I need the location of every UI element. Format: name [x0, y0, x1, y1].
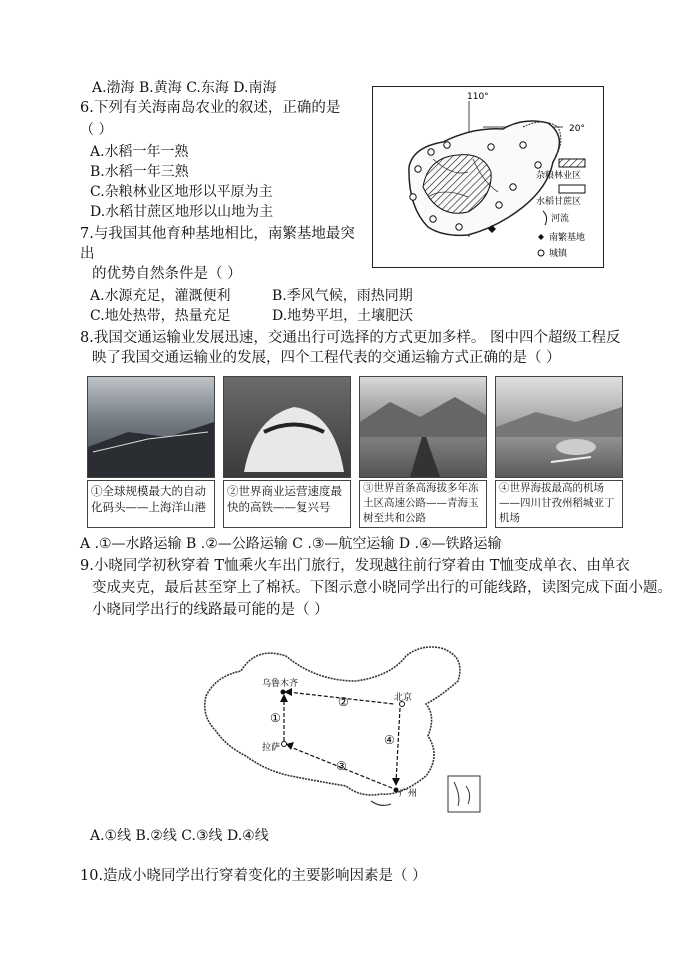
route-2-label: ②: [338, 695, 349, 709]
legend-zaliang: 杂粮林业区: [536, 171, 582, 181]
legend-river: 河流: [551, 214, 570, 224]
q7-stem-3: 的优势自然条件是（ ）: [92, 266, 242, 282]
photo-daocheng-airport: [495, 376, 623, 478]
city-urumqi: 乌鲁木齐: [262, 679, 299, 689]
photo-qinghai-highway: [359, 376, 487, 478]
route-1-label: ①: [270, 711, 281, 725]
q9-options: A.①线 B.②线 C.③线 D.④线: [90, 828, 269, 844]
q5-options: A.渤海 B.黄海 C.东海 D.南海: [92, 80, 277, 96]
q6-option-a: A.水稻一年一熟: [90, 144, 189, 160]
q9-stem-2: 变成夹克，最后甚至穿上了棉袄。下图示意小晓同学出行的可能线路，读图完成下面小题。: [92, 580, 672, 596]
q8-options: A .①—水路运输 B .②—公路运输 C .③—航空运输 D .④—铁路运输: [80, 536, 502, 552]
caption-box-3: [359, 480, 487, 528]
city-beijing: 北京: [394, 693, 413, 703]
caption-box-2: [223, 480, 351, 528]
caption-1: ①全球规模最大的自动化码头——上海洋山港: [91, 484, 206, 514]
caption-box-4: [495, 480, 623, 528]
q7-option-b: B.季风气候，雨热同期: [272, 288, 413, 304]
route-3-label: ③: [336, 759, 347, 773]
legend-shuidao: 水稻甘蔗区: [536, 197, 582, 207]
photo-yangshan-port: [87, 376, 215, 478]
caption-4: ④世界海拔最高的机场——四川甘孜州稻城亚丁机场: [499, 482, 615, 524]
q8-stem-2: 映了我国交通运输业的发展，四个工程代表的交通运输方式正确的是（ ）: [92, 350, 561, 366]
q6-option-c: C.杂粮林业区地形以平原为主: [90, 184, 273, 200]
hainan-map: [372, 86, 604, 268]
hainan-lat-label: 20°: [569, 124, 585, 134]
q8-stem-1: 8.我国交通运输业发展迅速，交通出行可选择的方式更加多样。 图中四个超级工程反: [80, 330, 621, 346]
legend-town: 城镇: [549, 249, 568, 259]
q9-stem-3: 小晓同学出行的线路最可能的是（ ）: [92, 602, 329, 618]
legend-nanfan: 南繁基地: [549, 233, 586, 243]
q10-stem: 10.造成小晓同学出行穿着变化的主要影响因素是（ ）: [80, 868, 427, 884]
city-guangzhou: 广州: [399, 789, 418, 799]
hainan-lon-label: 110°: [467, 92, 489, 102]
q6-option-b: B.水稻一年三熟: [90, 164, 189, 180]
caption-3: ③世界首条高海拔多年冻土区高速公路——青海玉树至共和公路: [363, 482, 479, 524]
city-lhasa: 拉萨: [262, 743, 281, 753]
china-route-map: [196, 636, 494, 814]
q6-paren: （ ）: [80, 122, 113, 138]
q7-stem-1: 7.与我国其他育种基地相比，南繁基地最突: [80, 226, 355, 242]
route-4-label: ④: [384, 733, 395, 747]
q9-stem-1: 9.小晓同学初秋穿着 T恤乘火车出门旅行，发现越往前行穿着由 T恤变成单衣、由单衣: [80, 558, 630, 574]
q7-option-c: C.地处热带，热量充足: [90, 308, 231, 324]
photo-fuxing-train: [223, 376, 351, 478]
q7-stem-2: 出: [80, 246, 95, 262]
q7-option-d: D.地势平坦，土壤肥沃: [272, 308, 414, 324]
q6-stem: 6.下列有关海南岛农业的叙述，正确的是: [80, 100, 341, 116]
q7-option-a: A.水源充足，灌溉便利: [90, 288, 231, 304]
q6-option-d: D.水稻甘蔗区地形以山地为主: [90, 204, 274, 220]
caption-2: ②世界商业运营速度最快的高铁——复兴号: [227, 484, 342, 514]
caption-box-1: [87, 480, 215, 528]
